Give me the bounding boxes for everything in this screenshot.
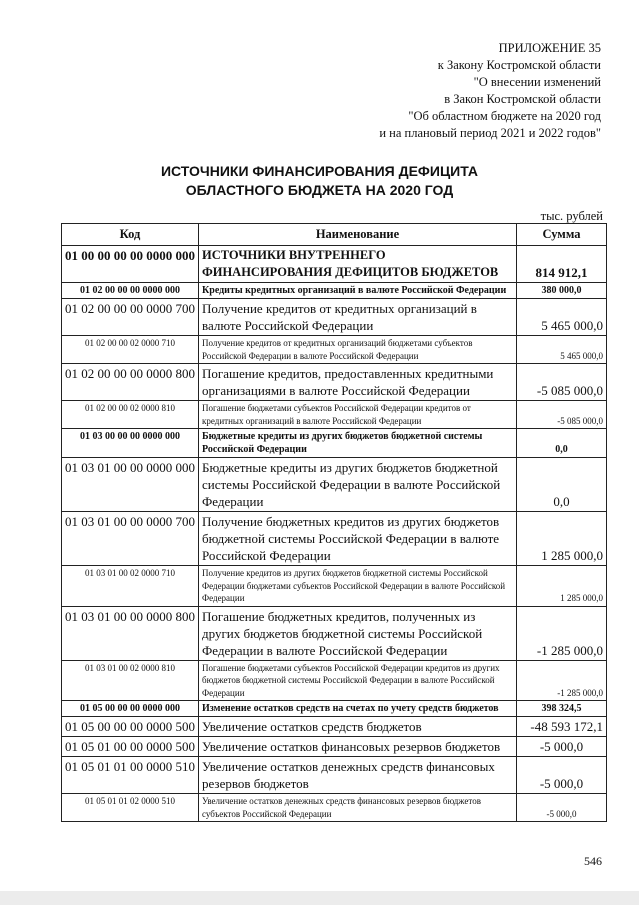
appendix-line: и на плановый период 2021 и 2022 годов" — [379, 126, 601, 140]
row-sum: -5 085 000,0 — [517, 364, 607, 401]
table-row — [62, 566, 607, 607]
row-name: Увеличение остатков денежных средств финансовых резервов бюджетов — [199, 757, 517, 794]
row-name: Увеличение остатков денежных средств финансовых резервов бюджетов субъектов Российской Федерации — [199, 794, 517, 822]
row-code: 01 03 01 00 00 0000 000 — [62, 458, 199, 512]
table-row — [62, 429, 607, 458]
header-code: Код — [62, 224, 199, 246]
row-name: Изменение остатков средств на счетах по учету средств бюджетов — [199, 701, 517, 717]
row-code: 01 02 00 00 00 0000 800 — [62, 364, 199, 401]
table-row — [62, 606, 607, 660]
row-sum: 5 465 000,0 — [517, 336, 607, 364]
table-row — [62, 717, 607, 737]
row-code: 01 05 01 01 02 0000 510 — [62, 794, 199, 822]
table-row — [62, 283, 607, 299]
row-sum: -48 593 172,1 — [517, 717, 607, 737]
row-sum: 398 324,5 — [517, 701, 607, 717]
row-name: Погашение бюджетных кредитов, полученных из других бюджетов бюджетной системы Российской Федерации в валюте Российской Федерации — [199, 606, 517, 660]
row-sum: 5 465 000,0 — [517, 299, 607, 336]
row-code: 01 02 00 00 00 0000 000 — [62, 283, 199, 299]
table-row — [62, 660, 607, 701]
row-name: Получение кредитов от кредитных организаций в валюте Российской Федерации — [199, 299, 517, 336]
row-code: 01 05 00 00 00 0000 000 — [62, 701, 199, 717]
row-code: 01 00 00 00 00 0000 000 — [62, 246, 199, 283]
row-name: Получение кредитов от кредитных организаций бюджетами субъектов Российской Федерации в валюте Российской Федерации — [199, 336, 517, 364]
row-name: Увеличение остатков финансовых резервов бюджетов — [199, 737, 517, 757]
row-code: 01 03 01 00 00 0000 700 — [62, 512, 199, 566]
row-name: Бюджетные кредиты из других бюджетов бюджетной системы Российской Федерации в валюте Российской Федерации — [199, 458, 517, 512]
document-title — [0, 162, 639, 200]
row-code: 01 03 01 00 02 0000 710 — [62, 566, 199, 607]
appendix-line: к Закону Костромской области — [437, 58, 601, 72]
row-name: Погашение бюджетами субъектов Российской Федерации кредитов из других бюджетов бюджетной системы Российской Федерации в валюте Российской Федерации — [199, 660, 517, 701]
header-name: Наименование — [199, 224, 517, 246]
page-number: 546 — [584, 854, 602, 868]
table-row — [62, 401, 607, 429]
table-row — [62, 364, 607, 401]
row-code: 01 05 01 00 00 0000 500 — [62, 737, 199, 757]
row-code: 01 03 01 00 02 0000 810 — [62, 660, 199, 701]
row-sum: -5 000,0 — [517, 794, 607, 822]
row-code: 01 02 00 00 02 0000 710 — [62, 336, 199, 364]
row-name: ИСТОЧНИКИ ВНУТРЕННЕГО ФИНАНСИРОВАНИЯ ДЕФИЦИТОВ БЮДЖЕТОВ — [199, 246, 517, 283]
row-name: Кредиты кредитных организаций в валюте Российской Федерации — [199, 283, 517, 299]
table-row — [62, 512, 607, 566]
appendix-line: в Закон Костромской области — [444, 92, 601, 106]
page-bottom-edge — [0, 891, 639, 905]
row-sum: -5 000,0 — [517, 757, 607, 794]
header-sum: Сумма — [517, 224, 607, 246]
appendix-line: "Об областном бюджете на 2020 год — [408, 109, 601, 123]
table-row — [62, 701, 607, 717]
row-code: 01 02 00 00 02 0000 810 — [62, 401, 199, 429]
table-row — [62, 246, 607, 283]
row-sum: 0,0 — [517, 458, 607, 512]
row-sum: 1 285 000,0 — [517, 512, 607, 566]
appendix-line: ПРИЛОЖЕНИЕ 35 — [498, 41, 601, 55]
appendix-line: "О внесении изменений — [473, 75, 601, 89]
row-sum: 0,0 — [517, 429, 607, 458]
row-name: Бюджетные кредиты из других бюджетов бюджетной системы Российской Федерации — [199, 429, 517, 458]
row-code: 01 02 00 00 00 0000 700 — [62, 299, 199, 336]
row-sum: 1 285 000,0 — [517, 566, 607, 607]
table-row — [62, 737, 607, 757]
table-header-row — [62, 224, 607, 246]
title-line-1: ИСТОЧНИКИ ФИНАНСИРОВАНИЯ ДЕФИЦИТА — [160, 163, 479, 179]
table-row — [62, 299, 607, 336]
row-sum: -5 000,0 — [517, 737, 607, 757]
table-row — [62, 794, 607, 822]
budget-sources-table — [61, 223, 607, 822]
table-row — [62, 336, 607, 364]
row-name: Погашение бюджетами субъектов Российской Федерации кредитов от кредитных организаций в валюте Российской Федерации — [199, 401, 517, 429]
row-sum: -1 285 000,0 — [517, 660, 607, 701]
row-name: Погашение кредитов, предоставленных кредитными организациями в валюте Российской Федерации — [199, 364, 517, 401]
appendix-header — [379, 40, 601, 142]
row-name: Получение кредитов из других бюджетов бюджетной системы Российской Федерации бюджетами субъектов Российской Федерации в валюте Российской Федерации — [199, 566, 517, 607]
row-sum: -5 085 000,0 — [517, 401, 607, 429]
title-line-2: ОБЛАСТНОГО БЮДЖЕТА НА 2020 ГОД — [185, 182, 454, 198]
row-code: 01 05 01 01 00 0000 510 — [62, 757, 199, 794]
row-code: 01 03 00 00 00 0000 000 — [62, 429, 199, 458]
row-name: Получение бюджетных кредитов из других бюджетов бюджетной системы Российской Федерации в валюте Российской Федерации — [199, 512, 517, 566]
units-label: тыс. рублей — [540, 209, 603, 223]
row-name: Увеличение остатков средств бюджетов — [199, 717, 517, 737]
row-code: 01 03 01 00 00 0000 800 — [62, 606, 199, 660]
row-code: 01 05 00 00 00 0000 500 — [62, 717, 199, 737]
table-row — [62, 458, 607, 512]
table-row — [62, 757, 607, 794]
row-sum: 380 000,0 — [517, 283, 607, 299]
row-sum: -1 285 000,0 — [517, 606, 607, 660]
row-sum: 814 912,1 — [517, 246, 607, 283]
